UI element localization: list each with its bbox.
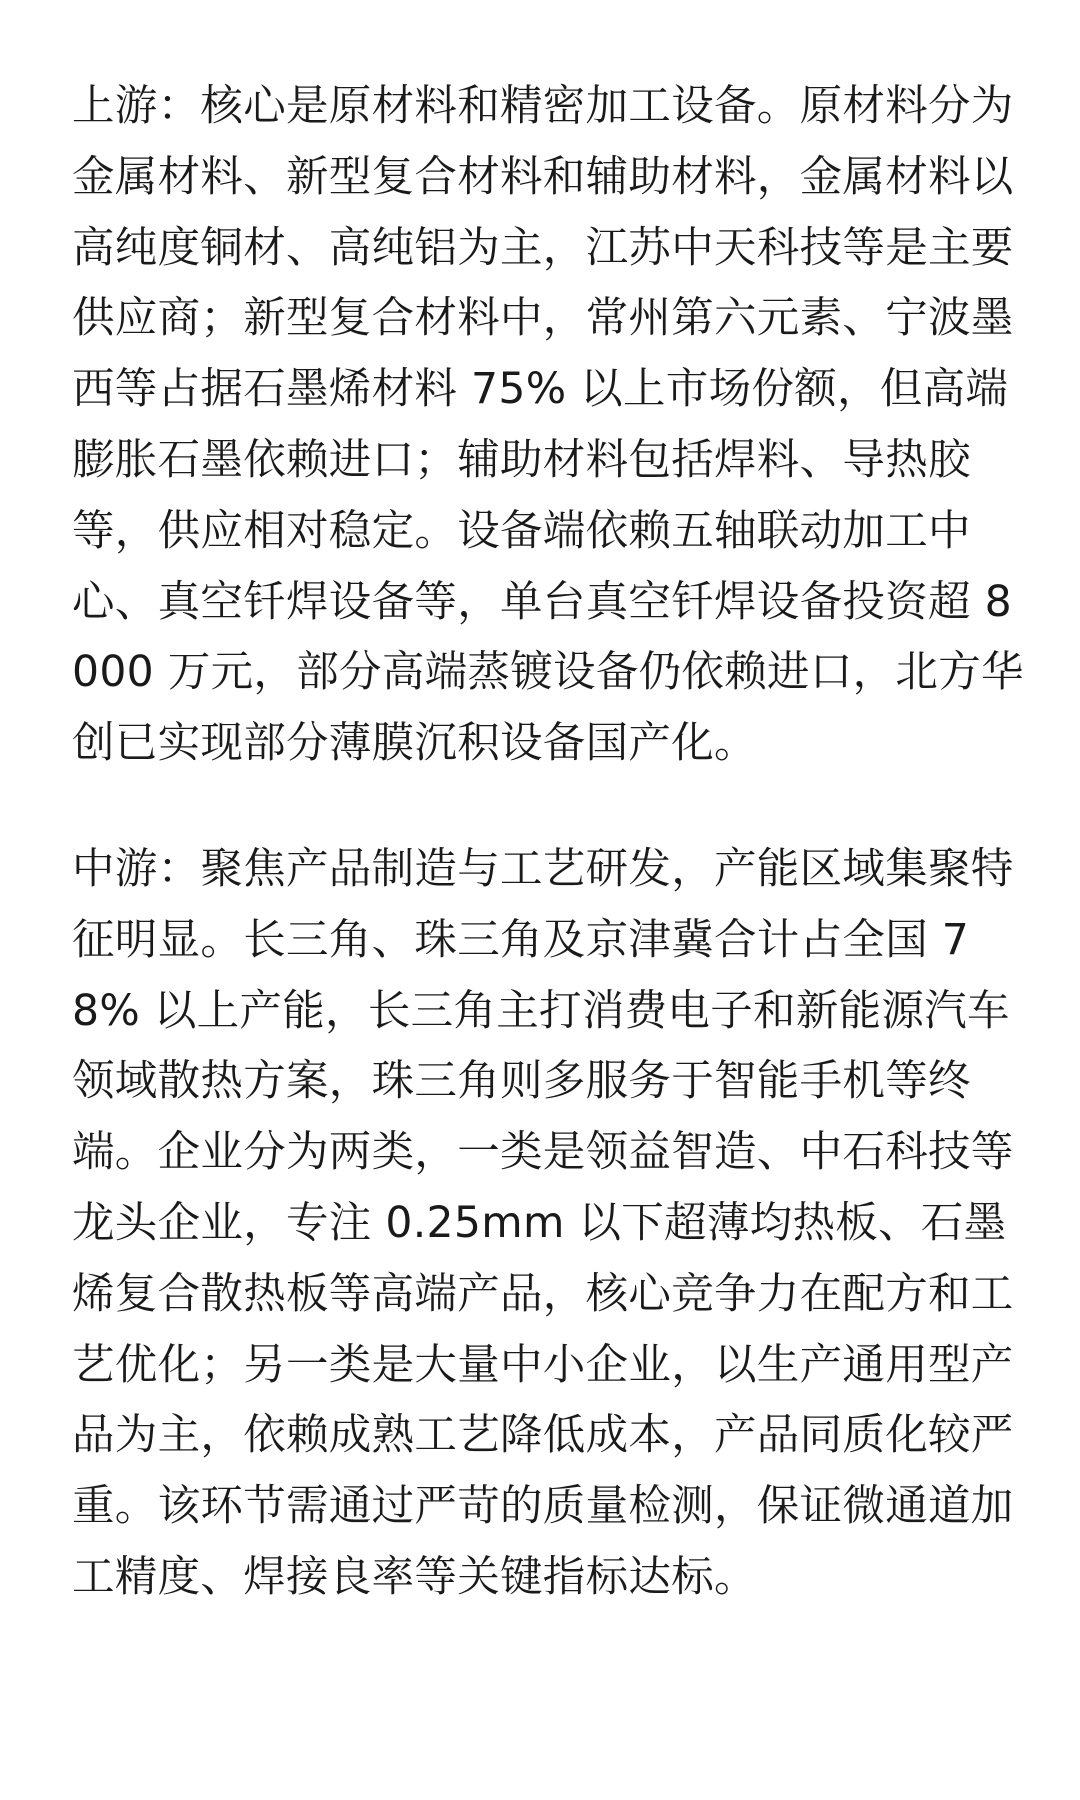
text-line: 领域散热方案，珠三角则多服务于智能手机等终 bbox=[72, 1057, 971, 1107]
text-line: 征明显。长三角、珠三角及京津冀合计占全国 7 bbox=[72, 915, 970, 965]
text-line: 000 万元，部分高端蒸镀设备仍依赖进口，北方华 bbox=[72, 648, 1024, 698]
text-line: 烯复合散热板等高端产品，核心竞争力在配方和工 bbox=[72, 1269, 1014, 1319]
text-line: 西等占据石墨烯材料 75% 以上市场份额，但高端 bbox=[72, 365, 1009, 415]
text-line: 艺优化；另一类是大量中小企业，以生产通用型产 bbox=[72, 1340, 1014, 1390]
text-line: 工精度、焊接良率等关键指标达标。 bbox=[72, 1552, 757, 1602]
text-line: 供应商；新型复合材料中，常州第六元素、宁波墨 bbox=[72, 294, 1014, 344]
text-line: 等，供应相对稳定。设备端依赖五轴联动加工中 bbox=[72, 506, 971, 556]
text-line: 端。企业分为两类，一类是领益智造、中石科技等 bbox=[72, 1128, 1014, 1178]
text-line: 8% 以上产能，长三角主打消费电子和新能源汽车 bbox=[72, 986, 1010, 1036]
text-line: 金属材料、新型复合材料和辅助材料，金属材料以 bbox=[72, 152, 1014, 202]
text-line: 心、真空钎焊设备等，单台真空钎焊设备投资超 8 bbox=[72, 577, 1012, 627]
paragraph-upstream bbox=[72, 72, 1024, 780]
text-line: 中游：聚焦产品制造与工艺研发，产能区域集聚特 bbox=[72, 844, 1014, 894]
text-line: 品为主，依赖成熟工艺降低成本，产品同质化较严 bbox=[72, 1411, 1014, 1461]
text-line: 重。该环节需通过严苛的质量检测，保证微通道加 bbox=[72, 1482, 1014, 1532]
text-line: 上游：核心是原材料和精密加工设备。原材料分为 bbox=[72, 82, 1014, 131]
text-line: 膨胀石墨依赖进口；辅助材料包括焊料、导热胶 bbox=[72, 435, 971, 485]
paragraph-midstream bbox=[72, 835, 1014, 1614]
text-line: 龙头企业，专注 0.25mm 以下超薄均热板、石墨 bbox=[72, 1198, 1007, 1248]
text-line: 高纯度铜材、高纯铝为主，江苏中天科技等是主要 bbox=[72, 223, 1014, 273]
text-line: 创已实现部分薄膜沉积设备国产化。 bbox=[72, 719, 757, 769]
